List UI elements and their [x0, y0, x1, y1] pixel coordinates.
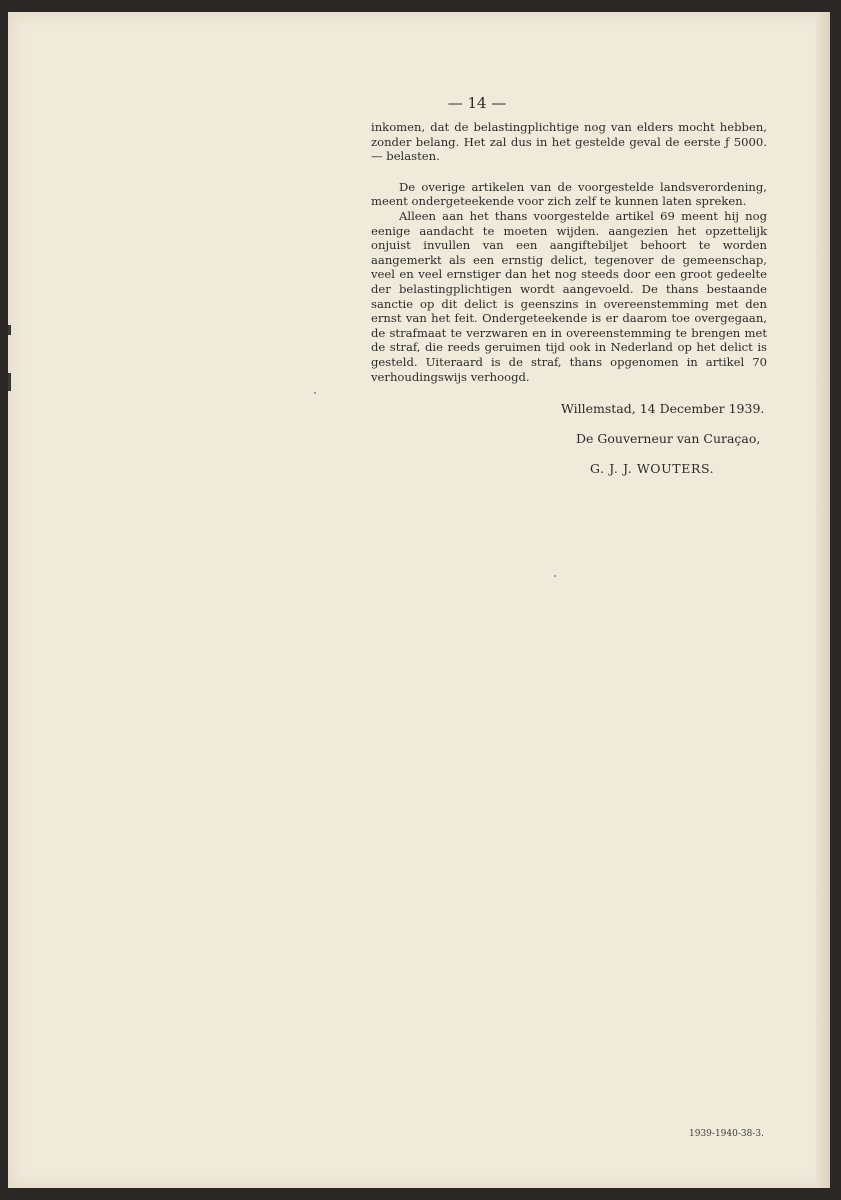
signature-name: G. J. J. WOUTERS. [590, 461, 715, 476]
paragraph: inkomen, dat de belastingplichtige nog van elders mocht hebben, zonder belang. Het zal dus in het gestelde geval de eerste ƒ 5000.— belasten. [371, 120, 767, 164]
paper-speck [314, 392, 316, 394]
page-number: — 14 — [447, 94, 507, 112]
signature-title: De Gouverneur van Curaçao, [576, 431, 761, 446]
body-text [371, 120, 767, 384]
page-edge [816, 12, 830, 1188]
signature-place-date: Willemstad, 14 December 1939. [561, 401, 765, 416]
archive-reference: 1939-1940-38-3. [689, 1129, 764, 1139]
binding-mark [8, 325, 11, 335]
paper-speck [554, 575, 556, 577]
binding-mark [8, 373, 11, 391]
document-page [8, 12, 830, 1188]
paragraph: De overige artikelen van de voorgestelde landsverordening, meent ondergeteekende voor zich zelf te kunnen laten spreken. [371, 179, 767, 209]
paragraph: Alleen aan het thans voorgestelde artikel 69 meent hij nog eenige aandacht te moeten wijden. aangezien het opzettelijk onjuist invullen van een aangiftebiljet behoort te worden aangemerkt als een ernstig delict, tegenover de gemeenschap, veel en veel ernstiger dan het nog steeds door een groot gedeelte der belastingplichtigen wordt aangevoeld. De thans bestaande sanctie op dit delict is geenszins in overeenstemming met den ernst van het feit. Ondergeteekende is er daarom toe overgegaan, de strafmaat te verzwaren en in overeenstemming te brengen met de straf, die reeds geruimen tijd ook in Nederland op het delict is gesteld. Uiteraard is de straf, thans opgenomen in artikel 70 verhoudingswijs verhoogd. [371, 208, 767, 384]
